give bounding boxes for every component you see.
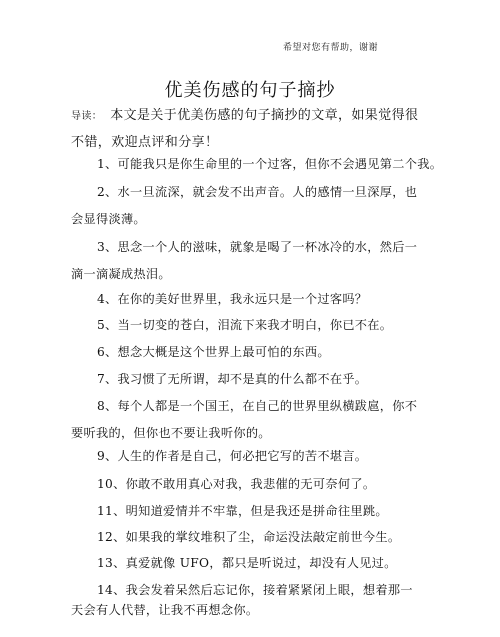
intro-label: 导读： [71, 111, 103, 122]
list-item: 9、人生的作者是自己，何必把它写的苦不堪言。 [97, 449, 368, 463]
list-item: 4、在你的美好世界里，我永远只是一个过客吗？ [97, 292, 368, 306]
list-item: 5、当一切变的苍白，泪流下来我才明白，你已不在。 [97, 318, 393, 332]
list-item: 3、思念一个人的滋味，就象是喝了一杯冰冷的水，然后一滴一滴凝成热泪。 [71, 240, 418, 281]
list-item: 7、我习惯了无所谓，却不是真的什么都不在乎。 [97, 372, 368, 386]
list-item: 1、可能我只是你生命里的一个过客，但你不会遇见第二个我。 [97, 157, 443, 171]
header-note: 希望对您有帮助，谢谢 [283, 43, 379, 53]
intro-text: 本文是关于优美伤感的句子摘抄的文章，如果觉得很不错，欢迎点评和分享！ [71, 108, 419, 150]
list-item: 6、想念大概是这个世界上最可怕的东西。 [97, 345, 330, 359]
list-item: 13、真爱就像 UFO，都只是听说过，却没有人见过。 [97, 556, 397, 570]
list-item: 14、我会发着呆然后忘记你，接着紧紧闭上眼，想着那一天会有人代替，让我不再想念你。 [71, 583, 413, 617]
list-item: 11、明知道爱情并不牢靠，但是我还是拼命往里跳。 [97, 504, 388, 518]
list-item: 12、如果我的掌纹堆积了尘，命运没法敲定前世今生。 [97, 530, 401, 544]
intro-paragraph [71, 103, 421, 156]
list-item: 10、你敢不敢用真心对我，我悲催的无可奈何了。 [97, 477, 376, 491]
list-item: 2、水一旦流深，就会发不出声音。人的感情一旦深厚，也会显得淡薄。 [71, 185, 418, 226]
page-title: 优美伤感的句子摘抄 [164, 80, 336, 101]
list-item: 8、每个人都是一个国王，在自己的世界里纵横跋扈，你不要听我的，但你也不要让我听你的。 [71, 399, 418, 440]
